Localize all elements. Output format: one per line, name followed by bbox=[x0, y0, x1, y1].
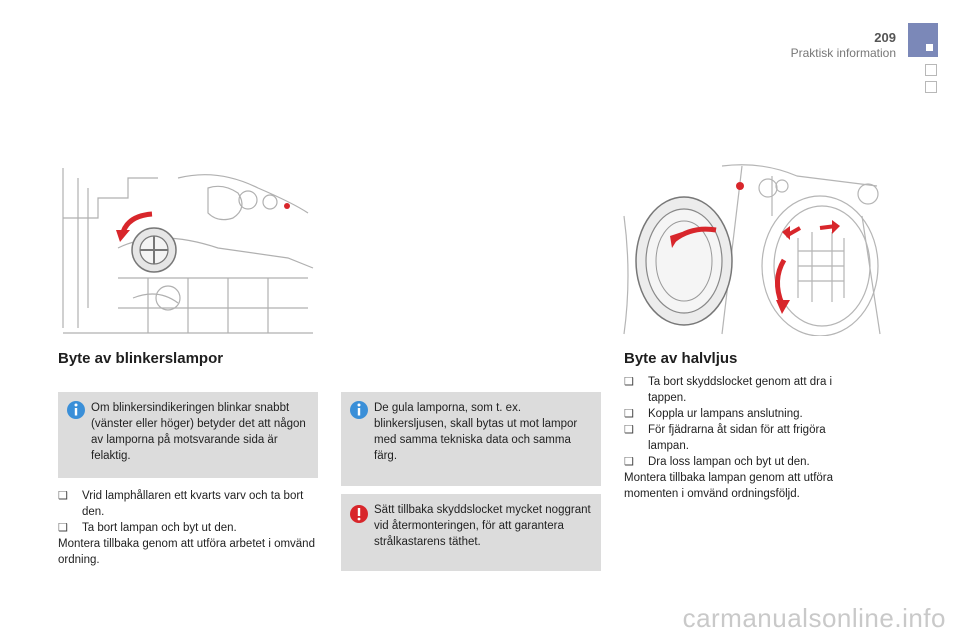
checkbox-bullet-icon: ❑ bbox=[624, 456, 634, 468]
chapter-tab-box-2 bbox=[925, 81, 937, 93]
step-text: Vrid lamphållaren ett kvarts varv och ta bort den. bbox=[82, 490, 304, 518]
watermark: carmanualsonline.info bbox=[682, 603, 946, 633]
checkbox-bullet-icon: ❑ bbox=[624, 424, 634, 436]
turn-signal-info-text: Om blinkersindikeringen blinkar snabbt (vänster eller höger) betyder det att någon av lamporna på motsvarande sida är felaktig. bbox=[91, 402, 306, 462]
turn-signal-heading: Byte av blinkerslampor bbox=[58, 350, 224, 367]
step-text: Ta bort skyddslocket genom att dra i tappen. bbox=[648, 376, 833, 404]
step-text: Dra loss lampan och byt ut den. bbox=[648, 456, 810, 468]
checkbox-bullet-icon: ❑ bbox=[624, 376, 634, 388]
list-item bbox=[58, 488, 320, 520]
checkbox-bullet-icon: ❑ bbox=[58, 522, 68, 534]
chapter-tab bbox=[908, 23, 938, 57]
seal-warning-note bbox=[341, 494, 601, 571]
checkbox-bullet-icon: ❑ bbox=[624, 408, 634, 420]
list-item bbox=[624, 422, 864, 454]
list-item bbox=[624, 374, 864, 406]
turn-signal-info-note bbox=[58, 392, 318, 478]
chapter-title: Praktisk information bbox=[790, 46, 896, 60]
turn-signal-steps bbox=[58, 488, 320, 568]
turn-signal-closing: Montera tillbaka genom att utföra arbetet i omvänd ordning. bbox=[58, 538, 315, 566]
low-beam-closing: Montera tillbaka lampan genom att utföra momenten i omvänd ordningsföljd. bbox=[624, 472, 834, 500]
yellow-bulbs-info-note bbox=[341, 392, 601, 486]
info-icon bbox=[349, 400, 369, 420]
list-item bbox=[624, 454, 864, 470]
seal-warning-text: Sätt tillbaka skyddslocket mycket noggrant vid återmonteringen, för att garantera strålkastarens täthet. bbox=[374, 504, 591, 548]
low-beam-heading: Byte av halvljus bbox=[624, 350, 738, 367]
list-item bbox=[624, 406, 864, 422]
turn-signal-illustration bbox=[58, 158, 320, 336]
step-text: Koppla ur lampans anslutning. bbox=[648, 408, 803, 420]
low-beam-illustration bbox=[622, 156, 884, 336]
yellow-bulbs-info-text: De gula lamporna, som t. ex. blinkersljusen, skall bytas ut mot lampor med samma tekniska data och samma färg. bbox=[374, 402, 578, 462]
warning-icon bbox=[349, 504, 369, 524]
low-beam-steps bbox=[624, 374, 864, 502]
step-text: Ta bort lampan och byt ut den. bbox=[82, 522, 237, 534]
list-item bbox=[58, 520, 320, 536]
info-icon bbox=[66, 400, 86, 420]
checkbox-bullet-icon: ❑ bbox=[58, 490, 68, 502]
chapter-tab-marker bbox=[926, 44, 933, 51]
step-text: För fjädrarna åt sidan för att frigöra lampan. bbox=[648, 424, 826, 452]
page-number: 209 bbox=[874, 30, 896, 45]
chapter-tab-box-1 bbox=[925, 64, 937, 76]
